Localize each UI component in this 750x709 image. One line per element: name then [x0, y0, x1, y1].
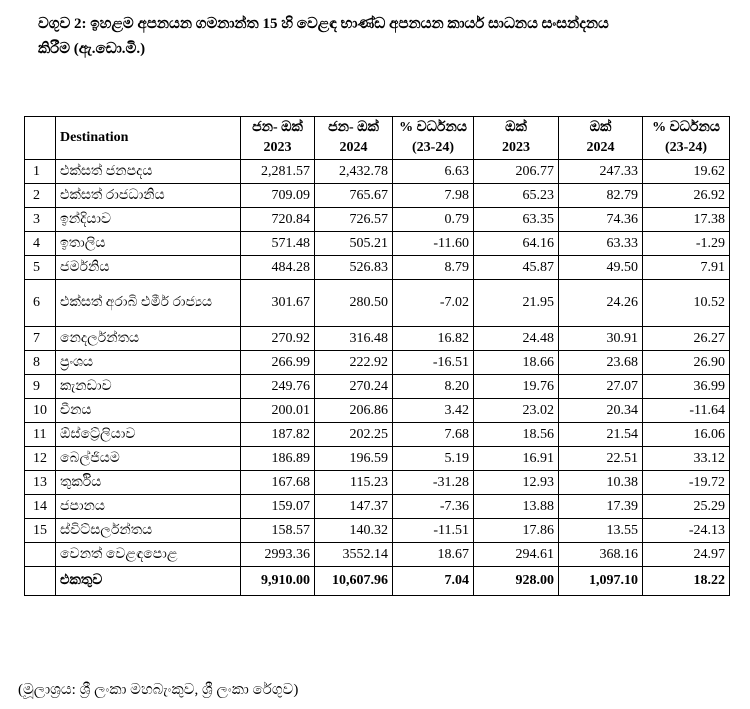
table-row — [25, 519, 730, 543]
header-index — [25, 117, 56, 160]
cell-value: 247.33 — [559, 160, 643, 184]
cell-value: 27.07 — [559, 375, 643, 399]
table-row — [25, 327, 730, 351]
cell-value: 200.01 — [241, 399, 315, 423]
table-body — [25, 160, 730, 596]
cell-value: 18.66 — [474, 351, 559, 375]
cell-value: 368.16 — [559, 543, 643, 567]
cell-value: -11.60 — [393, 232, 474, 256]
cell-value: 484.28 — [241, 256, 315, 280]
cell-value: 0.79 — [393, 208, 474, 232]
cell-value: 26.92 — [643, 184, 730, 208]
cell-value: -11.51 — [393, 519, 474, 543]
cell-value: 24.26 — [559, 280, 643, 327]
cell-value: 16.06 — [643, 423, 730, 447]
cell-value: 186.89 — [241, 447, 315, 471]
cell-destination: එකතුව — [56, 567, 241, 596]
cell-value: 6.63 — [393, 160, 474, 184]
cell-value: 19.76 — [474, 375, 559, 399]
table-header — [25, 117, 730, 160]
cell-value: 74.36 — [559, 208, 643, 232]
header-row — [25, 117, 730, 160]
cell-value: 45.87 — [474, 256, 559, 280]
cell-value: 82.79 — [559, 184, 643, 208]
cell-value: 196.59 — [315, 447, 393, 471]
cell-destination: එක්සත් අරාබි එමීර් රාජ්‍යය — [56, 280, 241, 327]
cell-value: 65.23 — [474, 184, 559, 208]
table-row — [25, 375, 730, 399]
cell-destination: වෙනත් වෙළඳපොළ — [56, 543, 241, 567]
cell-value: 24.97 — [643, 543, 730, 567]
cell-value: -16.51 — [393, 351, 474, 375]
cell-value: 12.93 — [474, 471, 559, 495]
cell-value: -19.72 — [643, 471, 730, 495]
header-jan-oct-2023: ජන- ඔක් 2023 — [241, 117, 315, 160]
cell-value: 7.68 — [393, 423, 474, 447]
cell-rank: 7 — [25, 327, 56, 351]
cell-value: 270.92 — [241, 327, 315, 351]
table-row — [25, 208, 730, 232]
cell-value: 720.84 — [241, 208, 315, 232]
table-row — [25, 543, 730, 567]
cell-value: 147.37 — [315, 495, 393, 519]
cell-value: 7.04 — [393, 567, 474, 596]
cell-value: 316.48 — [315, 327, 393, 351]
cell-value: 18.22 — [643, 567, 730, 596]
cell-value: 23.68 — [559, 351, 643, 375]
cell-value: 21.54 — [559, 423, 643, 447]
cell-rank: 3 — [25, 208, 56, 232]
table-row — [25, 256, 730, 280]
cell-rank: 6 — [25, 280, 56, 327]
table-row — [25, 495, 730, 519]
cell-rank: 15 — [25, 519, 56, 543]
cell-value: 10.38 — [559, 471, 643, 495]
table-row — [25, 184, 730, 208]
cell-value: 9,910.00 — [241, 567, 315, 596]
cell-value: 13.55 — [559, 519, 643, 543]
table-row — [25, 471, 730, 495]
cell-destination: චීනය — [56, 399, 241, 423]
cell-destination: නෙදර්ලන්තය — [56, 327, 241, 351]
cell-value: 2993.36 — [241, 543, 315, 567]
cell-value: 36.99 — [643, 375, 730, 399]
cell-value: 726.57 — [315, 208, 393, 232]
cell-value: 2,432.78 — [315, 160, 393, 184]
source-note: (මූලාශ්‍රය: ශ්‍රී ලංකා මහබැංකුව, ශ්‍රී ලංකා රේගුව) — [18, 682, 299, 698]
table-row — [25, 399, 730, 423]
cell-destination: බෙල්ජියම — [56, 447, 241, 471]
cell-value: -11.64 — [643, 399, 730, 423]
cell-destination: එක්සත් ජනපදය — [56, 160, 241, 184]
cell-destination: ප්‍රංශය — [56, 351, 241, 375]
cell-value: 16.82 — [393, 327, 474, 351]
cell-rank: 2 — [25, 184, 56, 208]
cell-value: 505.21 — [315, 232, 393, 256]
cell-value: 17.86 — [474, 519, 559, 543]
cell-value: -7.02 — [393, 280, 474, 327]
cell-value: 270.24 — [315, 375, 393, 399]
cell-value: -1.29 — [643, 232, 730, 256]
table-title-line1: වගුව 2: ඉහළම අපනයන ගමනාන්ත 15 හි වෙළඳ භාණ්ඩ අපනයන කාර්ය සාධනය සංසන්දනය — [38, 16, 609, 32]
cell-value: 202.25 — [315, 423, 393, 447]
header-jan-oct-2024: ජන- ඔක් 2024 — [315, 117, 393, 160]
cell-value: 17.38 — [643, 208, 730, 232]
cell-rank: 1 — [25, 160, 56, 184]
cell-value: 26.27 — [643, 327, 730, 351]
cell-value: 30.91 — [559, 327, 643, 351]
cell-value: 19.62 — [643, 160, 730, 184]
cell-value: 5.19 — [393, 447, 474, 471]
cell-destination: ඉන්දියාව — [56, 208, 241, 232]
table-row — [25, 447, 730, 471]
cell-value: 7.91 — [643, 256, 730, 280]
cell-value: 765.67 — [315, 184, 393, 208]
cell-destination: තුර්කිය — [56, 471, 241, 495]
table-title-line2: කිරීම (ඇ.ඩො.මි.) — [38, 41, 146, 57]
table-row — [25, 423, 730, 447]
export-performance-table — [24, 116, 730, 596]
cell-rank: 13 — [25, 471, 56, 495]
cell-value: 526.83 — [315, 256, 393, 280]
cell-value: 2,281.57 — [241, 160, 315, 184]
header-oct-2023: ඔක් 2023 — [474, 117, 559, 160]
cell-rank: 8 — [25, 351, 56, 375]
cell-rank: 9 — [25, 375, 56, 399]
cell-destination: ඕස්ට්‍රේලියාව — [56, 423, 241, 447]
cell-rank: 11 — [25, 423, 56, 447]
cell-rank: 10 — [25, 399, 56, 423]
cell-value: 206.77 — [474, 160, 559, 184]
cell-value: 63.35 — [474, 208, 559, 232]
cell-value: 3552.14 — [315, 543, 393, 567]
cell-value: 20.34 — [559, 399, 643, 423]
header-destination: Destination — [56, 117, 241, 160]
cell-value: 10.52 — [643, 280, 730, 327]
cell-value: 64.16 — [474, 232, 559, 256]
table-row — [25, 351, 730, 375]
cell-value: 23.02 — [474, 399, 559, 423]
cell-value: 206.86 — [315, 399, 393, 423]
cell-value: 33.12 — [643, 447, 730, 471]
cell-destination: කැනඩාව — [56, 375, 241, 399]
cell-value: 18.56 — [474, 423, 559, 447]
cell-value: -7.36 — [393, 495, 474, 519]
cell-value: 167.68 — [241, 471, 315, 495]
cell-value: 16.91 — [474, 447, 559, 471]
cell-value: 294.61 — [474, 543, 559, 567]
cell-value: 140.32 — [315, 519, 393, 543]
cell-value: 249.76 — [241, 375, 315, 399]
cell-value: -31.28 — [393, 471, 474, 495]
header-growth-oct: % වර්ධනය (23-24) — [643, 117, 730, 160]
cell-value: 7.98 — [393, 184, 474, 208]
cell-value: 8.20 — [393, 375, 474, 399]
cell-value: 22.51 — [559, 447, 643, 471]
cell-value: 928.00 — [474, 567, 559, 596]
cell-value: 63.33 — [559, 232, 643, 256]
cell-value: 25.29 — [643, 495, 730, 519]
cell-value: 1,097.10 — [559, 567, 643, 596]
cell-rank: 14 — [25, 495, 56, 519]
cell-value: 18.67 — [393, 543, 474, 567]
cell-value: 24.48 — [474, 327, 559, 351]
cell-rank: 5 — [25, 256, 56, 280]
cell-value: -24.13 — [643, 519, 730, 543]
cell-rank: 12 — [25, 447, 56, 471]
cell-value: 17.39 — [559, 495, 643, 519]
cell-value: 301.67 — [241, 280, 315, 327]
cell-destination: ජර්මනිය — [56, 256, 241, 280]
cell-value: 10,607.96 — [315, 567, 393, 596]
cell-value: 13.88 — [474, 495, 559, 519]
cell-rank: 4 — [25, 232, 56, 256]
table-row — [25, 160, 730, 184]
header-growth-jan-oct: % වර්ධනය (23-24) — [393, 117, 474, 160]
cell-rank — [25, 543, 56, 567]
table-row — [25, 232, 730, 256]
cell-value: 158.57 — [241, 519, 315, 543]
cell-destination: ස්විට්සර්ලන්තය — [56, 519, 241, 543]
cell-rank — [25, 567, 56, 596]
cell-value: 115.23 — [315, 471, 393, 495]
cell-destination: එක්සත් රාජධානිය — [56, 184, 241, 208]
total-row — [25, 567, 730, 596]
cell-value: 266.99 — [241, 351, 315, 375]
cell-value: 571.48 — [241, 232, 315, 256]
cell-value: 3.42 — [393, 399, 474, 423]
cell-value: 187.82 — [241, 423, 315, 447]
table-row — [25, 280, 730, 327]
cell-value: 21.95 — [474, 280, 559, 327]
cell-value: 49.50 — [559, 256, 643, 280]
cell-value: 280.50 — [315, 280, 393, 327]
cell-value: 159.07 — [241, 495, 315, 519]
cell-destination: ඉතාලිය — [56, 232, 241, 256]
cell-value: 709.09 — [241, 184, 315, 208]
header-oct-2024: ඔක් 2024 — [559, 117, 643, 160]
cell-destination: ජපානය — [56, 495, 241, 519]
cell-value: 26.90 — [643, 351, 730, 375]
cell-value: 222.92 — [315, 351, 393, 375]
table-title — [38, 12, 738, 62]
cell-value: 8.79 — [393, 256, 474, 280]
